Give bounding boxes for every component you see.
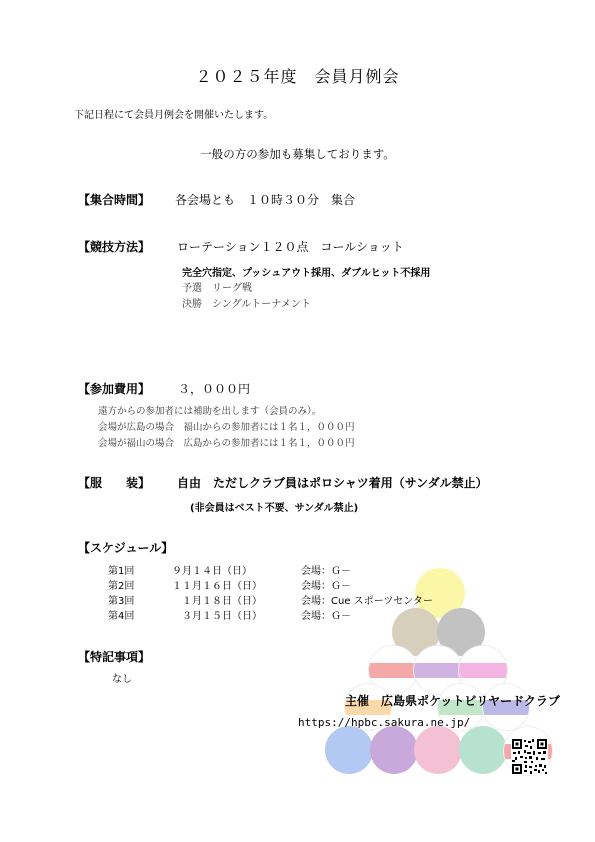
- schedule-venue: 会場：Cue スポーツセンター: [301, 596, 433, 607]
- fee-label: 【参加費用】: [78, 382, 151, 396]
- ball-blue: [325, 726, 373, 774]
- attire-label: 【服 装】: [78, 476, 151, 490]
- page-title: ２０２５年度 会員月例会: [195, 67, 400, 86]
- website-url[interactable]: https://hpbc.sakura.ne.jp/: [298, 716, 471, 729]
- game-format-value: ローテーション１２０点 コールショット: [177, 240, 404, 254]
- fee-value: ３，０００円: [178, 382, 251, 396]
- game-rules: 完全穴指定、プッシュアウト採用、ダブルヒット不採用: [182, 268, 431, 279]
- special-notes-label: 【特記事項】: [78, 650, 151, 664]
- ball-mint: [459, 726, 507, 774]
- schedule-label: 【スケジュール】: [78, 541, 174, 555]
- fee-note-1: 遠方からの参加者には補助を出します（会員のみ）。: [98, 406, 322, 417]
- schedule-venue: 会場：Ｇ－: [301, 611, 351, 622]
- intro-text: 下記日程にて会員月例会を開催いたします。: [74, 110, 274, 121]
- meeting-time-label: 【集合時間】: [78, 193, 151, 207]
- fee-note-2: 会場が広島の場合 福山からの参加者には１名１，０００円: [98, 422, 355, 433]
- schedule-date: １月１８日（日）: [182, 596, 262, 607]
- fee-note-3: 会場が福山の場合 広島からの参加者には１名１，０００円: [98, 438, 355, 449]
- schedule-round: 第3回: [108, 596, 135, 607]
- schedule-venue: 会場：Ｇ－: [301, 566, 351, 577]
- special-notes-value: なし: [112, 674, 132, 685]
- ball-rose: [414, 726, 462, 774]
- schedule-date: ９月１４日（日）: [172, 566, 252, 577]
- schedule-round: 第1回: [108, 566, 135, 577]
- meeting-time-value: 各会場とも １０時３０分 集合: [175, 193, 356, 207]
- attire-value: 自由 ただしクラブ員はポロシャツ着用（サンダル禁止）: [177, 476, 488, 490]
- schedule-round: 第2回: [108, 581, 135, 592]
- game-prelim: 予選 リーグ戦: [182, 283, 252, 294]
- game-final: 決勝 シングルトーナメント: [182, 299, 311, 310]
- schedule-round: 第4回: [108, 611, 135, 622]
- schedule-date: １１月１６日（日）: [172, 581, 262, 592]
- schedule-date: ３月１５日（日）: [182, 611, 262, 622]
- attire-note: (非会員はベスト不要、サンダル禁止): [190, 503, 359, 514]
- organizer: 主催 広島県ポケットビリヤードクラブ: [345, 694, 560, 708]
- ball-violet: [370, 726, 418, 774]
- qr-code: [511, 738, 548, 775]
- invite-text: 一般の方の参加も募集しております。: [200, 147, 395, 161]
- game-format-label: 【競技方法】: [78, 240, 151, 254]
- schedule-venue: 会場：Ｇ－: [301, 581, 351, 592]
